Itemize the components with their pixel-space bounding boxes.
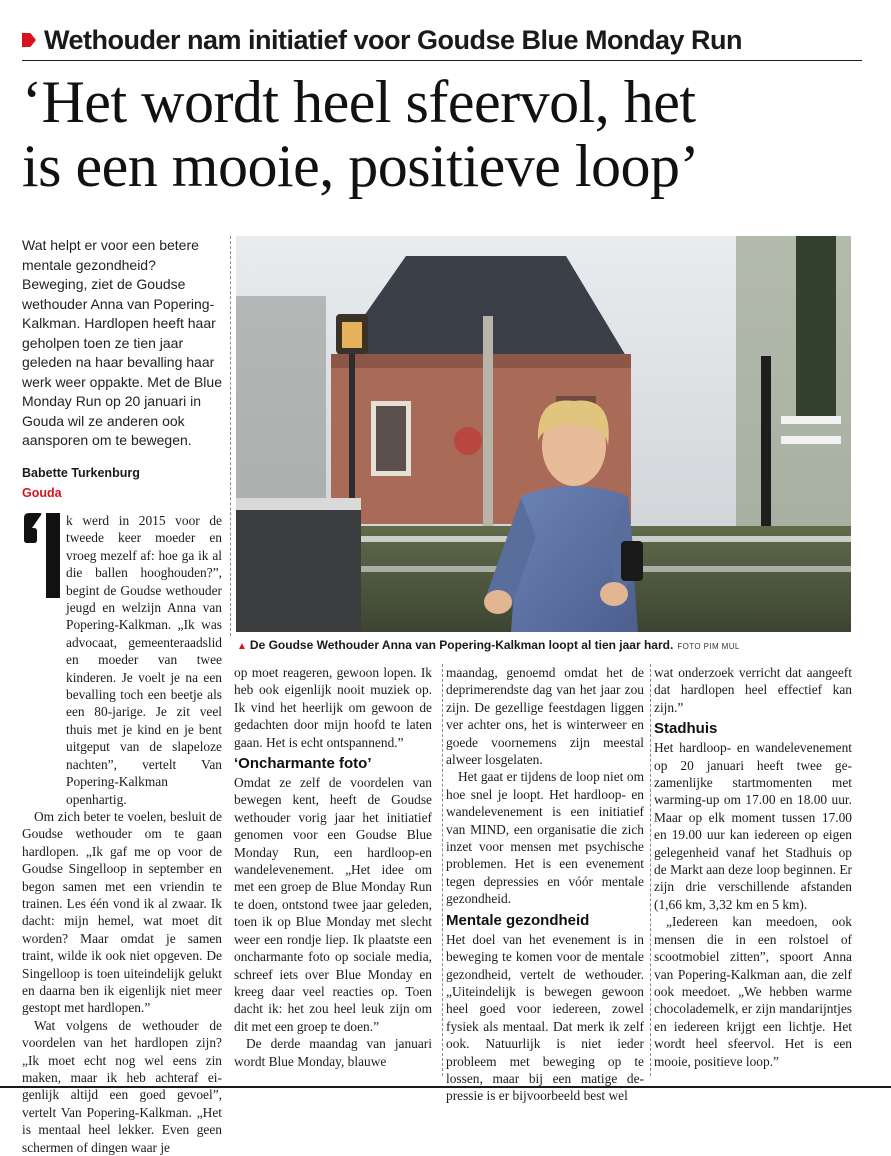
kicker-bar [22,20,862,61]
paragraph: wat onderzoek verricht dat aangeeft dat hardlopen heel effectief kan zijn.” [654,665,852,715]
kicker-text: Wethouder nam initiatief voor Goudse Blue Monday Run [44,24,743,55]
subheading: Mentale gezondheid [446,911,590,929]
paragraph: op moet reageren, gewoon lopen. Ik heb ook eigenlijk nooit muziek op. Ik vind het heerlijk om gewoon de gedachten door mijn hoofd te laten gaan. Het is echt ontspannend.” [234,665,432,750]
subheading: ‘Oncharmante foto’ [234,755,372,773]
paragraph: Om zich beter te voelen, besluit de Goudse wethouder om te gaan hardlopen. „Ik gaf me op voor de Goudse Singelloop in september en begon samen met een vriendin te trainen. Les één vond ik al zwaar. Ik dacht: mijn hemel, wat moet dit worden? Maar omdat je samen traint, wilde ik ook niet opgeven. De Singelloop is toen uiteindelijk gelukt en daarna ben ik eigenlijk niet meer gestopt met hardlopen.” [22,808,222,1016]
kicker-marker-icon [22,33,36,47]
headline-line-1: ‘Het wordt heel sfeervol, het [22,69,696,135]
photo-runner-illustration [236,236,851,632]
column-divider [230,236,231,636]
paragraph: k werd in 2015 voor de tweede keer moeder en vroeg mezelf af: hoe ga ik al die ballen hooghouden?”, begint de Goudse wethouder jeugd en welzijn Anna van Popering-Kalkman. „Ik was advocaat, gemeenteraadslid en moeder van twee kinderen. Je voelt je na een bevalling toch een beetje als een 80-jarige. Je zit veel thuis met je kind en je bent uitgeput van de slapeloze nachten”, vertelt Van Popering-Kalkman openhartig. [66,513,222,807]
paragraph: Omdat ze zelf de voordelen van bewegen kent, heeft de Goudse wethouder vorig jaar het initiatief genomen voor een Goudse Blue Monday Run, een hardloop-en wandelevenement. „Het idee om met een groep de Blue Monday Run te doen, ontstond twee jaar geleden, toen ik op Blue Monday met slecht weer een rondje liep. Ik plaatste een oncharmante foto op sociale media, schreef iets over Blue Monday en kreeg daar veel reacties op. Toen dacht ik: het zou heel leuk zijn om dit met een groep te doen.” [234,775,432,1034]
headline [22,70,872,198]
byline: Babette Turkenburg [22,466,140,480]
dateline: Gouda [22,486,62,500]
column-divider [650,664,651,1076]
body-column-2 [234,664,432,1070]
headline-line-2: is een mooie, positieve loop’ [22,133,700,199]
subheading: Stadhuis [654,720,718,738]
paragraph: „Iedereen kan meedoen, ook mensen die in een rolstoel of scootmobiel zitten”, spoort Anna van Popering-Kalkman aan, die zelf ook meedoet. „We hebben warme chocolademelk, er zijn mandarijntjes en iedereen krijgt een lichtje. Het wordt heel sfeervol. Het is een mooie, positieve loop.” [654,914,852,1069]
paragraph: maandag, genoemd omdat het de deprimerendste dag van het jaar zou zijn. De gezellige feestdagen liggen ver achter ons, het is winterweer en goede voornemens zijn meestal alweer losgelaten. [446,665,644,768]
photo-caption [237,638,857,652]
intro-text: Wat helpt er voor een betere mentale gezondheid? Beweging, ziet de Goudse wethouder Anna van Popering-Kalkman. Hardlopen heeft haar geholpen toen ze tien jaar geleden na haar bevalling haar werk weer oppakte. Met de Blue Monday Run op 20 januari in Gouda wil ze anderen ook aansporen om te bewegen. [22,237,222,448]
bottom-rule [0,1086,891,1088]
paragraph: Het doel van het evenement is in beweging te komen voor de mentale gezondheid, vertelt de wethouder. „Uiteindelijk is bewegen gewoon heel goed voor iedereen, zowel fysiek als mentaal. Dat merk ik zelf ook. Natuurlijk is niet ieder probleem met beweging op te lossen, maar bij een matige depressie is er bijvoorbeeld best wel [446,931,644,1104]
photo-credit: FOTO PIM MUL [677,642,740,651]
article-photo [236,236,851,632]
body-column-1 [22,512,222,1156]
paragraph: Het gaat er tijdens de loop niet om hoe snel je loopt. Het hardloop- en wandelevenement is een initiatief van MIND, een organisatie die zich inzet voor mensen met psychische problemen. Het is een evenement tegen depressies en vóór mentale gezondheid. [446,769,644,907]
paragraph: Wat volgens de wethouder de voordelen van het hardlopen zijn? „Ik moet echt nog wel eens zin maken, maar ik heb achteraf eigenlijk altijd een goed gevoel”, vertelt Van Popering-Kalkman. „Het is mentaal heel lekker. Even geen schermen of dingen waar je [22,1017,222,1155]
caption-text: De Goudse Wethouder Anna van Popering-Kalkman loopt al tien jaar hard. [249,638,674,652]
paragraph: Het hardloop- en wandelevenement op 20 januari heeft twee gezamenlijke startmomenten met warming-up om 17.00 en 18.00 uur. Maar op elk moment tussen 17.00 en 19.00 uur kan iedereen op eigen gelegenheid vanaf het Stadhuis op de Markt aan deze loop beginnen. Er zijn drie verschillende afstanden (1,66 km, 3,32 km en 5 km). [654,740,852,912]
paragraph: De derde maandag van januari wordt Blue Monday, blauwe [234,1036,432,1069]
body-column-3 [446,664,644,1105]
column-divider [442,664,443,1076]
caption-triangle-icon: ▲ [237,641,247,652]
body-column-4 [654,664,852,1070]
